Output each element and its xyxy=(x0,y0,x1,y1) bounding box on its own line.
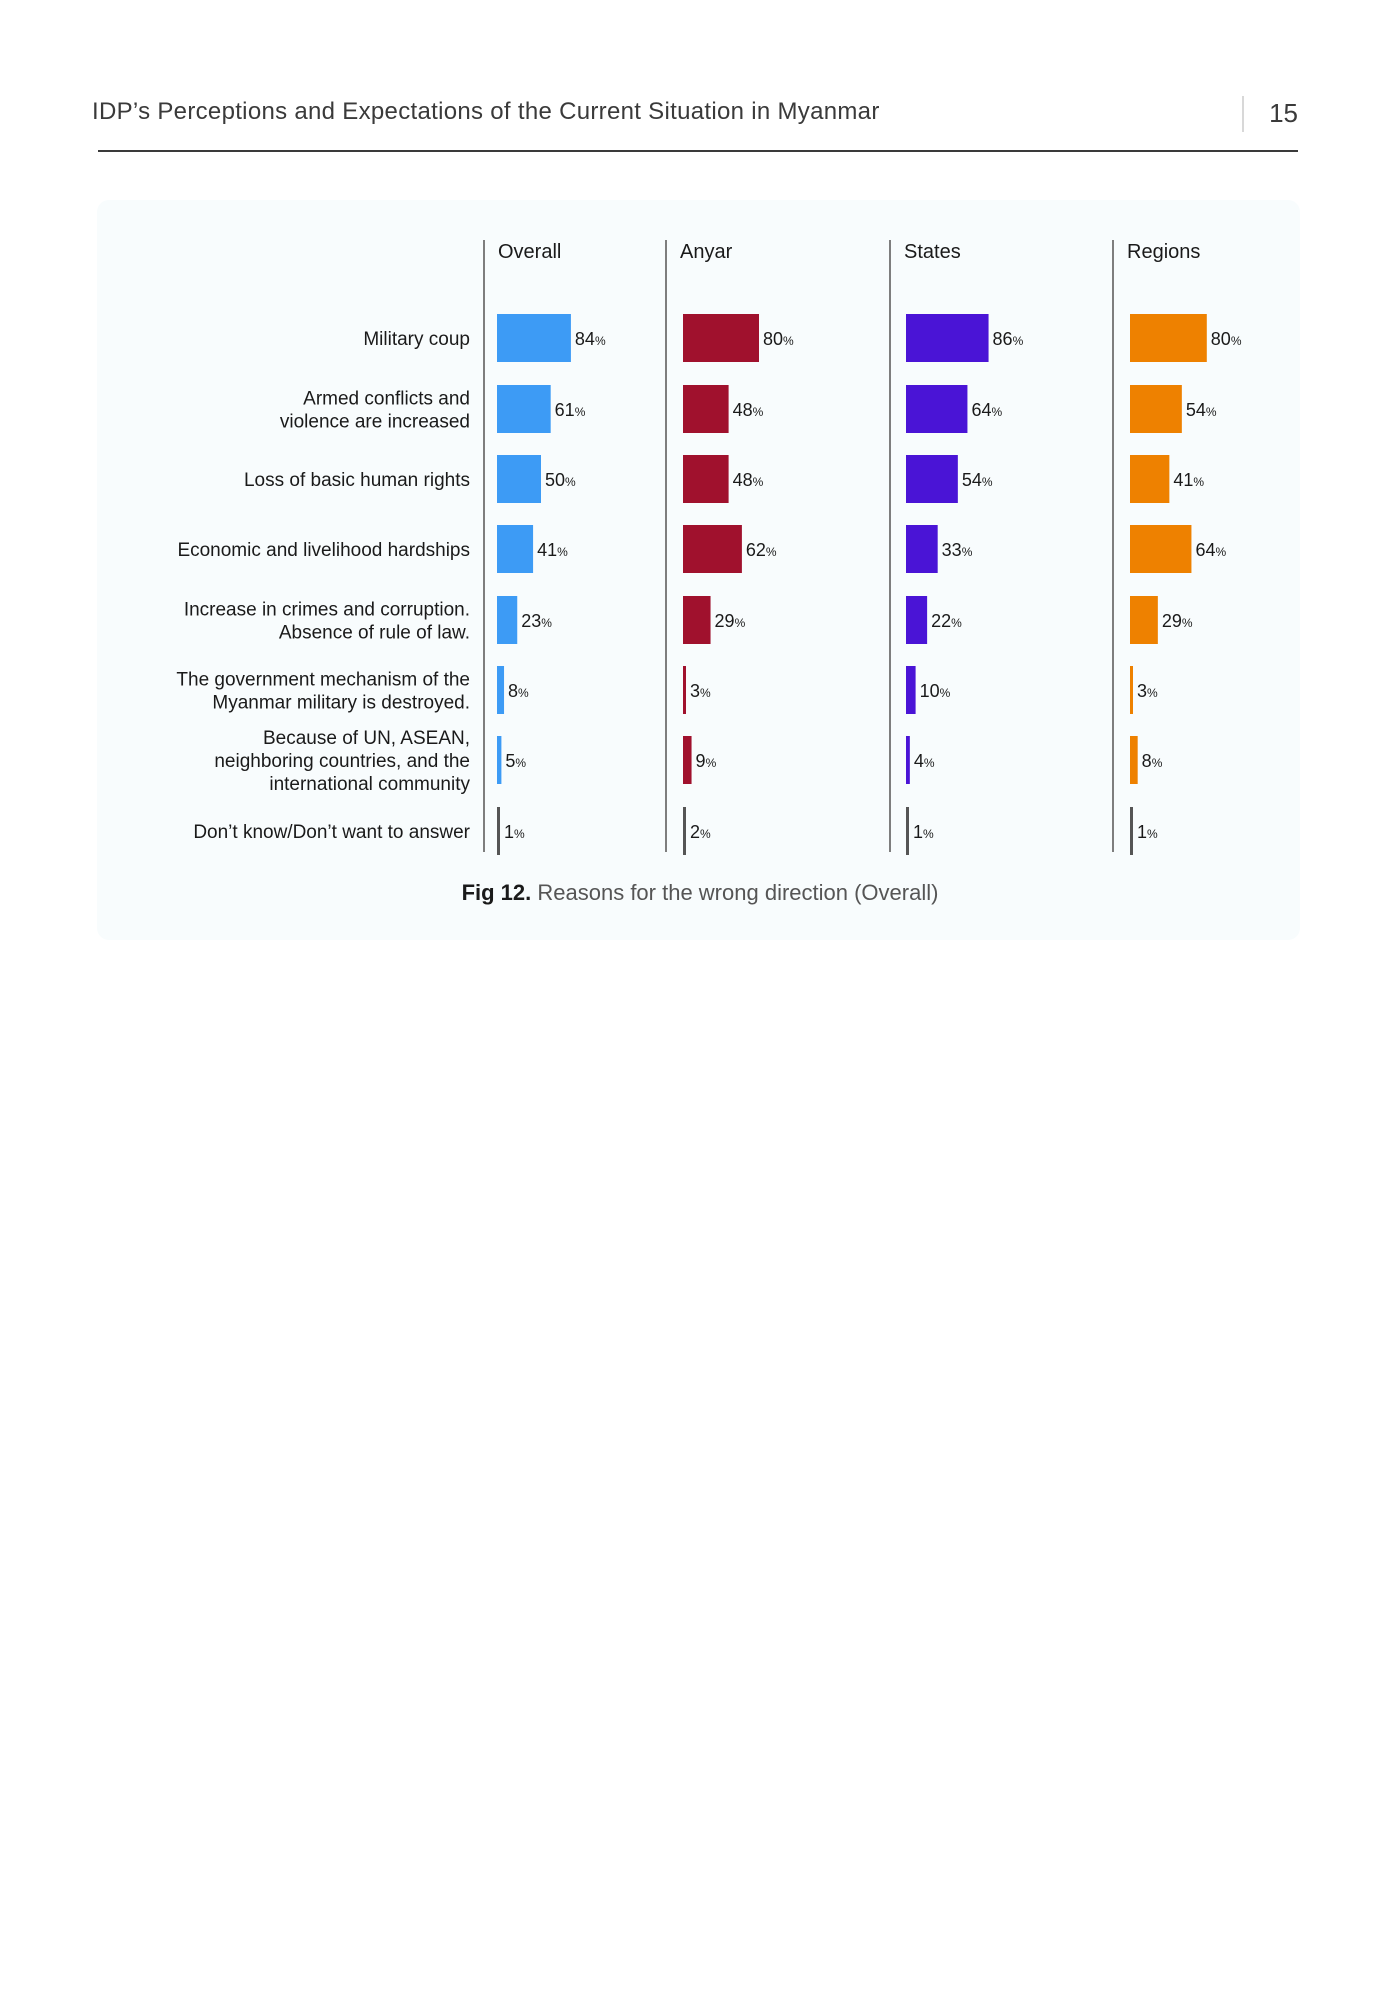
bar-chart xyxy=(0,0,1400,900)
bar xyxy=(683,455,729,503)
data-label: 61% xyxy=(554,400,586,420)
bar xyxy=(497,385,551,433)
page-header-title: IDP’s Perceptions and Expectations of the Current Situation in Myanmar xyxy=(92,98,880,125)
panel-header: States xyxy=(904,241,961,263)
data-label: 33% xyxy=(941,540,973,560)
data-label: 64% xyxy=(1195,540,1227,560)
data-label: 86% xyxy=(992,329,1024,349)
data-label: 54% xyxy=(961,470,993,490)
data-label: 9% xyxy=(695,751,717,771)
panel-header: Overall xyxy=(498,241,562,263)
bar xyxy=(683,736,692,784)
data-label: 8% xyxy=(1141,751,1163,771)
data-label: 64% xyxy=(971,400,1003,420)
data-label: 1% xyxy=(1137,822,1158,842)
data-label: 41% xyxy=(537,540,568,560)
bar xyxy=(497,666,504,714)
category-label: Economic and livelihood hardships xyxy=(177,540,470,561)
bar xyxy=(1130,455,1169,503)
bar xyxy=(497,807,500,855)
data-label: 8% xyxy=(508,681,529,701)
data-label: 54% xyxy=(1185,400,1217,420)
data-label: 48% xyxy=(732,470,764,490)
panel-header: Anyar xyxy=(680,241,733,263)
bar xyxy=(683,666,686,714)
data-label: 80% xyxy=(763,329,794,349)
bar xyxy=(683,596,711,644)
data-label: 62% xyxy=(745,540,777,560)
bar xyxy=(497,596,517,644)
panel-header: Regions xyxy=(1127,241,1201,263)
bar xyxy=(1130,736,1138,784)
bar xyxy=(497,525,533,573)
page-number: 15 xyxy=(1269,98,1298,128)
bar xyxy=(906,385,967,433)
bar xyxy=(906,314,989,362)
data-label: 41% xyxy=(1173,470,1205,490)
bar xyxy=(1130,385,1182,433)
bar xyxy=(906,455,958,503)
data-label: 5% xyxy=(505,751,527,771)
category-label: Because of UN, ASEAN, neighboring countries, and the international community xyxy=(214,728,470,795)
category-label: Military coup xyxy=(363,329,470,350)
caption-text: Reasons for the wrong direction (Overall) xyxy=(537,880,939,905)
bar xyxy=(497,736,501,784)
data-label: 1% xyxy=(913,822,934,842)
data-label: 3% xyxy=(1137,681,1158,701)
bar xyxy=(1130,525,1191,573)
data-label: 1% xyxy=(504,822,525,842)
bar xyxy=(906,807,909,855)
data-label: 3% xyxy=(690,681,711,701)
bar xyxy=(683,385,729,433)
bar xyxy=(906,736,910,784)
data-label: 22% xyxy=(931,611,962,631)
caption-label: Fig 12. xyxy=(461,880,532,905)
bar xyxy=(906,666,916,714)
bar xyxy=(1130,807,1133,855)
data-label: 48% xyxy=(732,400,764,420)
bar xyxy=(497,314,571,362)
category-label: The government mechanism of the Myanmar military is destroyed. xyxy=(176,669,470,714)
data-label: 29% xyxy=(1161,611,1193,631)
data-label: 10% xyxy=(919,681,951,701)
data-label: 2% xyxy=(690,822,711,842)
data-label: 4% xyxy=(913,751,935,771)
data-label: 23% xyxy=(521,611,552,631)
figure-caption xyxy=(0,880,1400,906)
bar xyxy=(906,525,938,573)
bar xyxy=(683,314,759,362)
category-label: Loss of basic human rights xyxy=(243,470,470,491)
category-label: Increase in crimes and corruption. Absence of rule of law. xyxy=(183,599,470,644)
bar xyxy=(1130,314,1207,362)
category-label: Don’t know/Don’t want to answer xyxy=(193,822,470,843)
data-label: 84% xyxy=(574,329,606,349)
category-label: Armed conflicts and violence are increased xyxy=(279,388,470,433)
data-label: 80% xyxy=(1210,329,1242,349)
bar xyxy=(906,596,927,644)
bar xyxy=(683,807,686,855)
bar xyxy=(497,455,541,503)
bar xyxy=(1130,666,1133,714)
bar xyxy=(1130,596,1158,644)
bar xyxy=(683,525,742,573)
data-label: 29% xyxy=(714,611,746,631)
data-label: 50% xyxy=(545,470,576,490)
